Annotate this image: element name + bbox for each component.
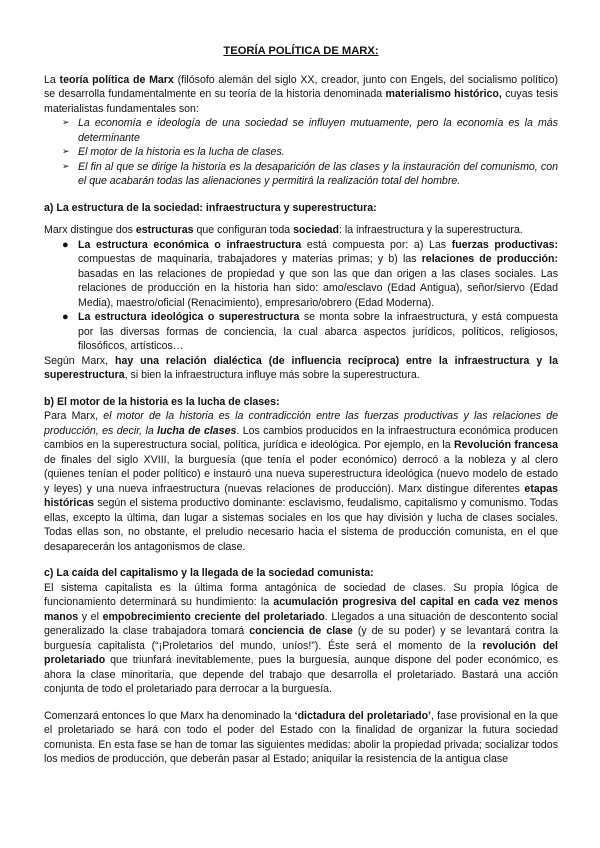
- structures-list: [44, 238, 558, 354]
- final-paragraph: Comenzará entonces lo que Marx ha denominado la ‘dictadura del proletariado’, fase provisional en la que el proletariado se hará con todo el poder del Estado con la finalidad de organizar la futura sociedad comunista. En esta fase se han de tomar las siguientes medidas: abolir la propiedad privada; socializar todos los medios de producción, que deberán pasar al Estado; aniquilar la resistencia de la antigua clase: [44, 709, 559, 765]
- list-item: ● La estructura económica o infraestructura está compuesta por: a) Las fuerzas productivas: compuestas de maquinaria, trabajadores y materias primas; y b) las relaciones de producción: basadas en las relaciones de propiedad y que son las que dan origen a las clases sociales. Las relaciones de producción en la historia han sido: amo/esclavo (Edad Antigua), señor/siervo (Edad Media), maestro/oficial (Renacimiento), empresario/obrero (Edad Moderna).: [62, 238, 559, 309]
- arrow-bullet-icon: ➢: [62, 147, 70, 157]
- bullet-dot-icon: ●: [62, 311, 69, 323]
- section-b-paragraph: Para Marx, el motor de la historia es la contradicción entre las fuerzas productivas y las relaciones de producción, es decir, la lucha de clases. Los cambios producidos en la infraestructura económica producen cambios en la superestructura social, política, jurídica e ideológica. Por ejemplo, en la Revolución francesa de finales del siglo XVIII, la burguesía (que tenía el poder económico) derrocó a la nobleza y al clero (quienes tenían el poder político) e instauró una nueva superestructura ideológica (nuevo modelo de estado y leyes) y una nueva infraestructura (nuevas relaciones de producción). Marx distingue diferentes etapas históricas según el sistema productivo dominante: esclavismo, feudalismo, capitalismo y comunismo. Todas ellas, excepto la última, dan lugar a sistemas sociales en los que hay división y lucha de clases sociales. Todas ellas son, no obstante, el preludio necesario hacia el sistema de producción comunista, en el que desaparecerán los antagonismos de clase.: [44, 410, 558, 553]
- thesis-item: ➢ El motor de la historia es la lucha de clases.: [62, 146, 285, 158]
- thesis-item: ➢ La economía e ideología de una sociedad se influyen mutuamente, pero la economía es la más determinante: [62, 117, 558, 144]
- bullet-dot-icon: ●: [62, 238, 69, 251]
- thesis-item: ➢ El fin al que se dirige la historia es la desaparición de las clases y la instauración del comunismo, con el que acabarán todas las alienaciones y permitirá la realización total del hombre.: [62, 160, 558, 187]
- section-a-heading: a) La estructura de la sociedad: infraestructura y superestructura:: [44, 201, 377, 214]
- arrow-bullet-icon: ➢: [62, 118, 70, 128]
- section-c-heading: c) La caída del capitalismo y la llegada de la sociedad comunista:: [44, 567, 374, 579]
- section-a-paragraph: Marx distingue dos estructuras que configuran toda sociedad: la infraestructura y la superestructura.: [44, 224, 523, 236]
- intro-paragraph: La teoría política de Marx (filósofo alemán del siglo XX, creador, junto con Engels, del socialismo político) se desarrolla fundamentalmente en su teoría de la historia denominada materialismo histórico, cuyas tesis materialistas fundamentales son:: [44, 73, 559, 115]
- section-c-paragraph: El sistema capitalista es la última forma antagónica de sociedad de clases. Su propia lógica de funcionamiento determinará su hundimiento: la acumulación progresiva del capital en cada vez menos manos y el empobrecimiento creciente del proletariado. Llegados a una situación de descontento social generalizado la clase trabajadora tomará conciencia de clase (y de su poder) y se levantará contra la burguesía capitalista (“¡Proletarios del mundo, uníos!”). Éste será el momento de la revolución del proletariado que triunfará inevitablemente, pues la burguesía, aunque dispone del poder económico, es ahora la clase minoritaria, que depende del trabajo que desarrolla el proletariado. Bastará una acción conjunta de todo el proletariado para derrocar a la burguesía.: [44, 581, 558, 695]
- arrow-bullet-icon: ➢: [62, 161, 70, 172]
- document-title: TEORÍA POLÍTICA DE MARX:: [223, 45, 379, 57]
- section-b-heading: b) El motor de la historia es la lucha de clases:: [44, 395, 280, 408]
- section-a-conclusion: Según Marx, hay una relación dialéctica (de influencia recíproca) entre la infraestructura y la superestructura, si bien la infraestructura influye más sobre la superestructura.: [44, 354, 558, 381]
- theses-list: [44, 116, 558, 189]
- list-item: ● La estructura ideológica o superestructura se monta sobre la infraestructura, y está compuesta por las diversas formas de conciencia, la cual abarca aspectos jurídicos, políticos, religiosos, filosóficos, artísticos…: [62, 311, 558, 352]
